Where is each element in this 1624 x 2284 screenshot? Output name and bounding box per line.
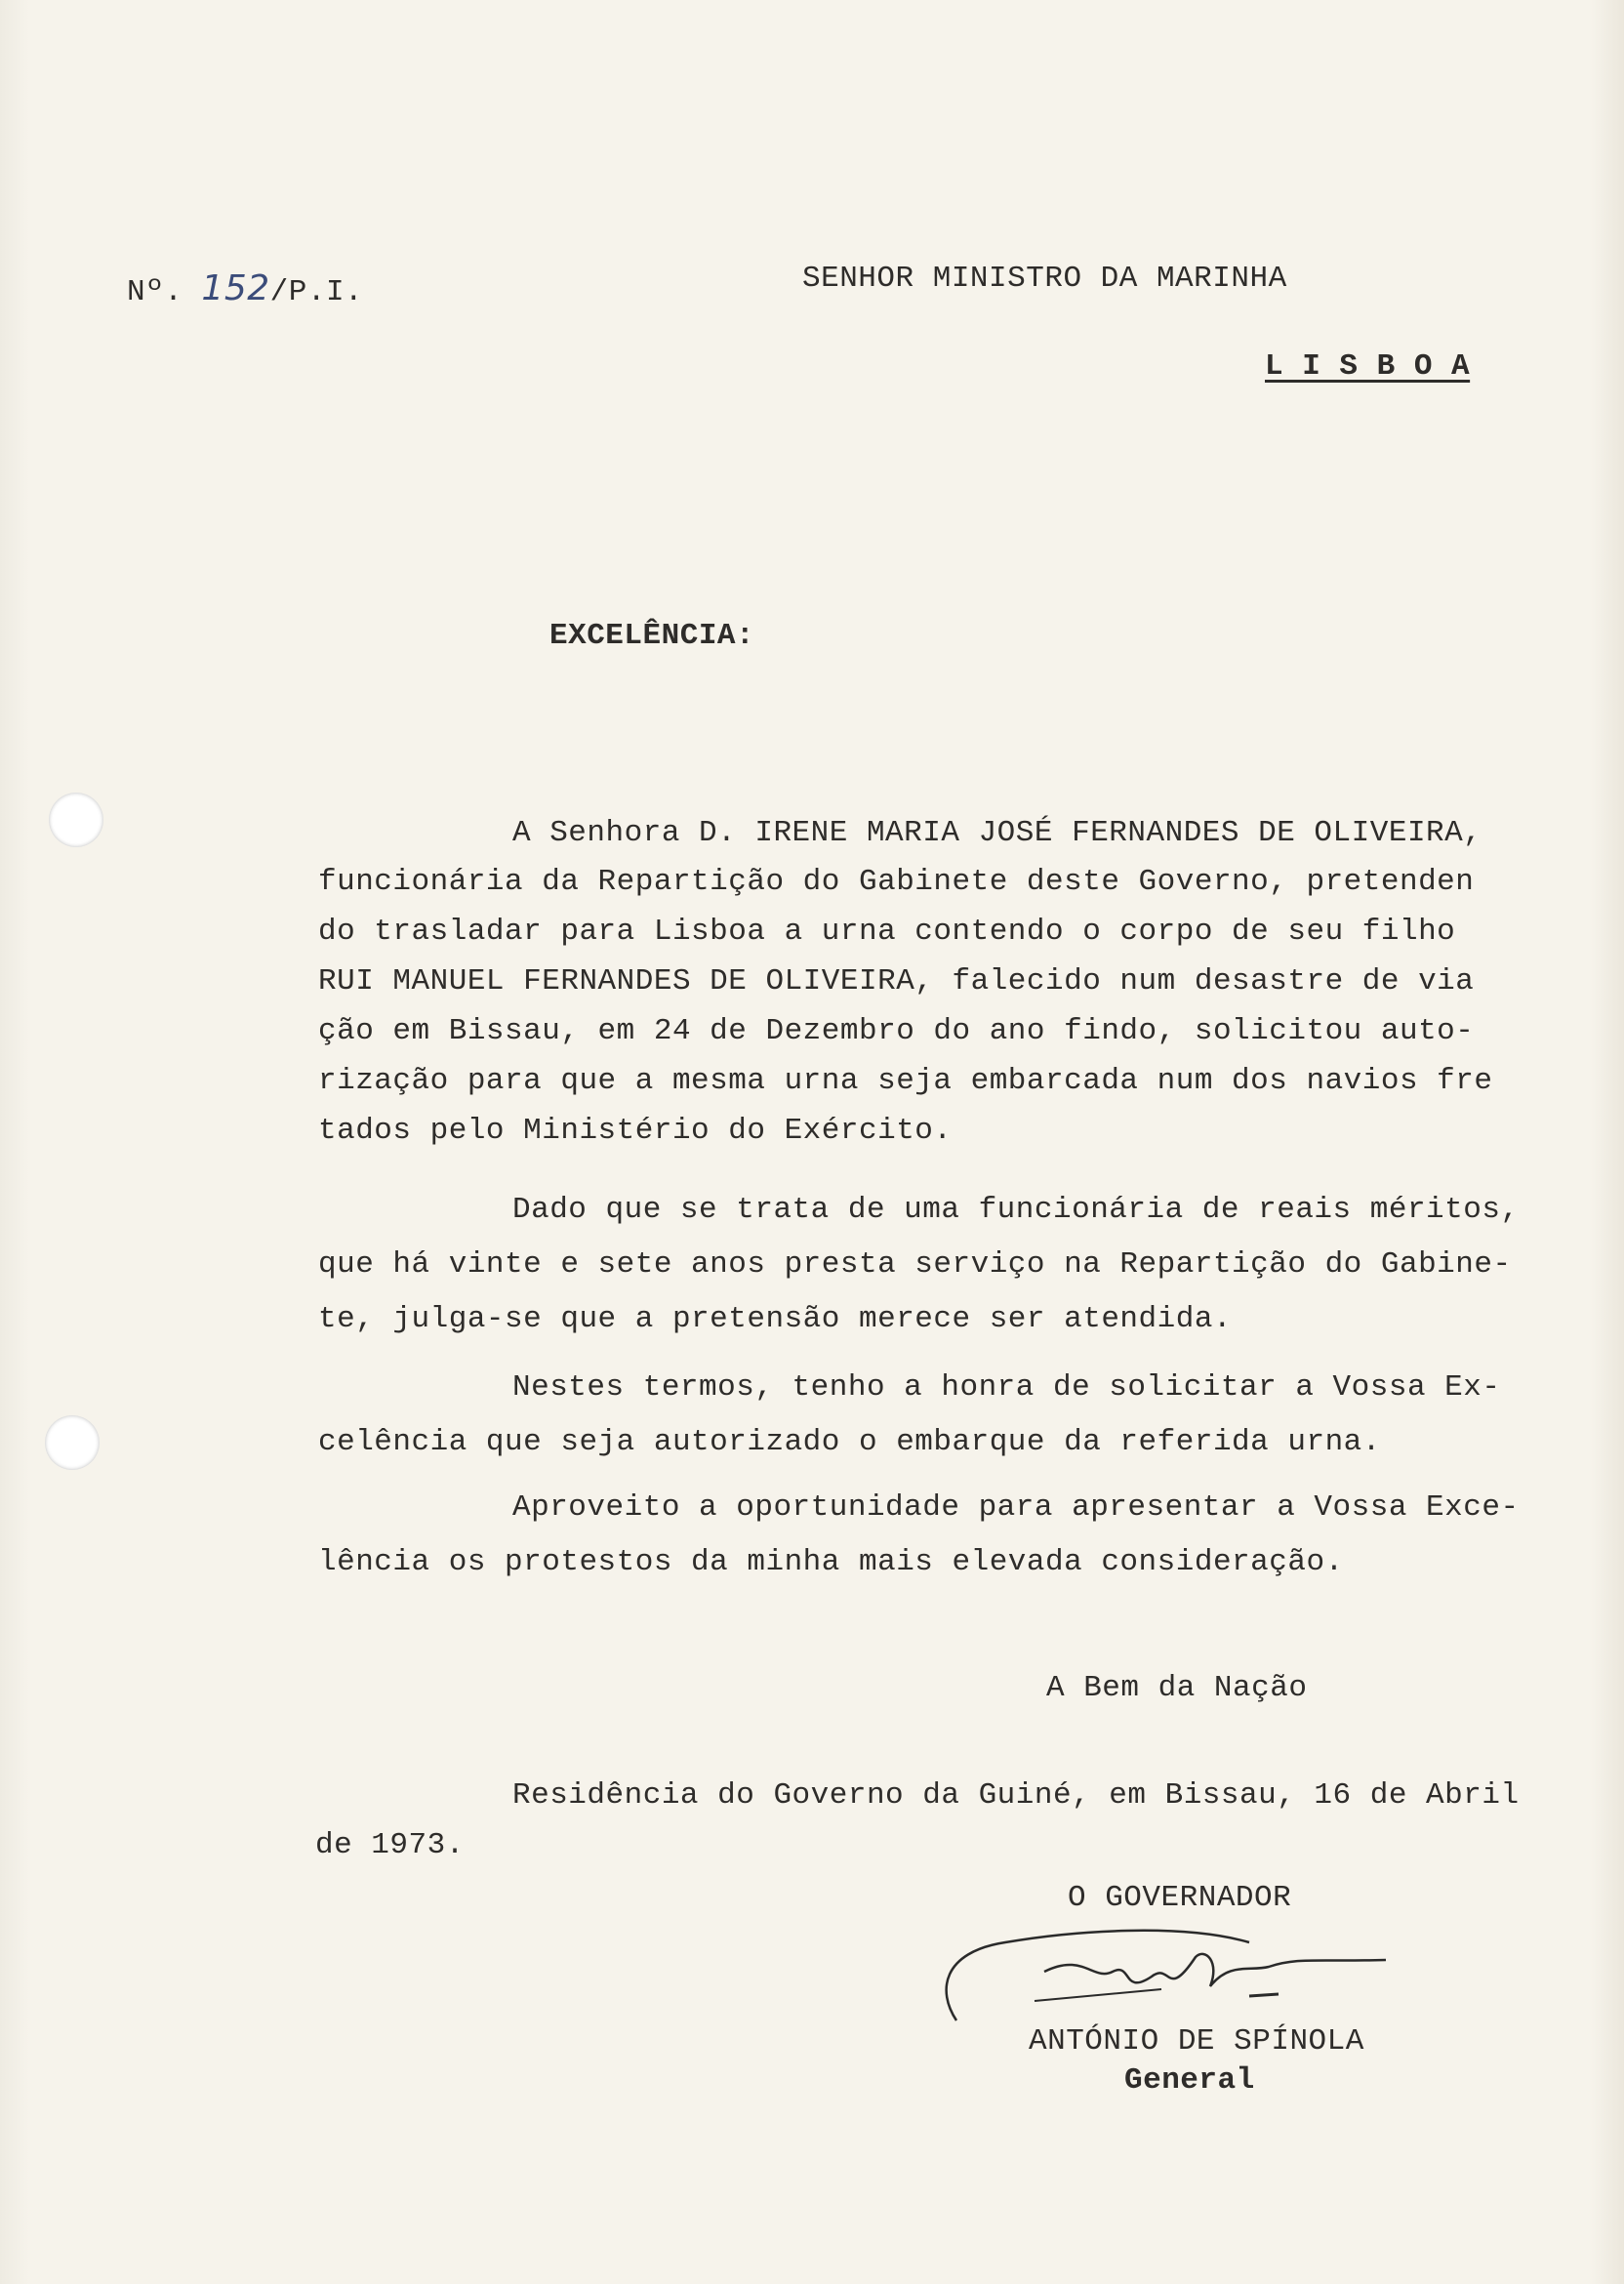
body-line: Aproveito a oportunidade para apresentar a Vossa Exce-	[512, 1490, 1520, 1525]
body-line: te, julga-se que a pretensão merece ser atendida.	[318, 1302, 1233, 1336]
body-line: funcionária da Repartição do Gabinete deste Governo, pretenden	[318, 865, 1475, 899]
body-line: que há vinte e sete anos presta serviço na Repartição do Gabine-	[318, 1247, 1512, 1282]
addressee: SENHOR MINISTRO DA MARINHA	[802, 262, 1287, 296]
body-line: Nestes termos, tenho a honra de solicitar a Vossa Ex-	[512, 1370, 1501, 1405]
place-date: Residência do Governo da Guiné, em Bissau, 16 de Abril	[512, 1778, 1520, 1813]
punch-hole	[45, 1415, 100, 1470]
body-line: Dado que se trata de uma funcionária de reais méritos,	[512, 1193, 1520, 1227]
signatory-rank: General	[1124, 2063, 1255, 2098]
closing-formula: A Bem da Nação	[1046, 1671, 1308, 1705]
body-line: A Senhora D. IRENE MARIA JOSÉ FERNANDES DE OLIVEIRA,	[512, 816, 1482, 850]
body-line: tados pelo Ministério do Exército.	[318, 1114, 953, 1148]
handwritten-number: 152	[201, 268, 270, 308]
place-date: de 1973.	[315, 1828, 465, 1862]
salutation: EXCELÊNCIA:	[549, 619, 755, 653]
signatory-name: ANTÓNIO DE SPÍNOLA	[1029, 2024, 1364, 2059]
body-line: rização para que a mesma urna seja embarcada num dos navios fre	[318, 1064, 1493, 1098]
body-line: RUI MANUEL FERNANDES DE OLIVEIRA, falecido num desastre de via	[318, 964, 1475, 999]
addressee-city: L I S B O A	[1265, 349, 1471, 384]
punch-hole	[49, 793, 103, 847]
handwritten-signature	[927, 1903, 1396, 2030]
reference-number: Nº. 152/P.I.	[127, 268, 364, 309]
body-line: lência os protestos da minha mais elevada consideração.	[318, 1545, 1344, 1579]
body-line: do trasladar para Lisboa a urna contendo o corpo de seu filho	[318, 915, 1456, 949]
body-line: celência que seja autorizado o embarque da referida urna.	[318, 1425, 1381, 1459]
body-line: ção em Bissau, em 24 de Dezembro do ano findo, solicitou auto-	[318, 1014, 1475, 1048]
signatory-title: O GOVERNADOR	[1068, 1881, 1292, 1915]
